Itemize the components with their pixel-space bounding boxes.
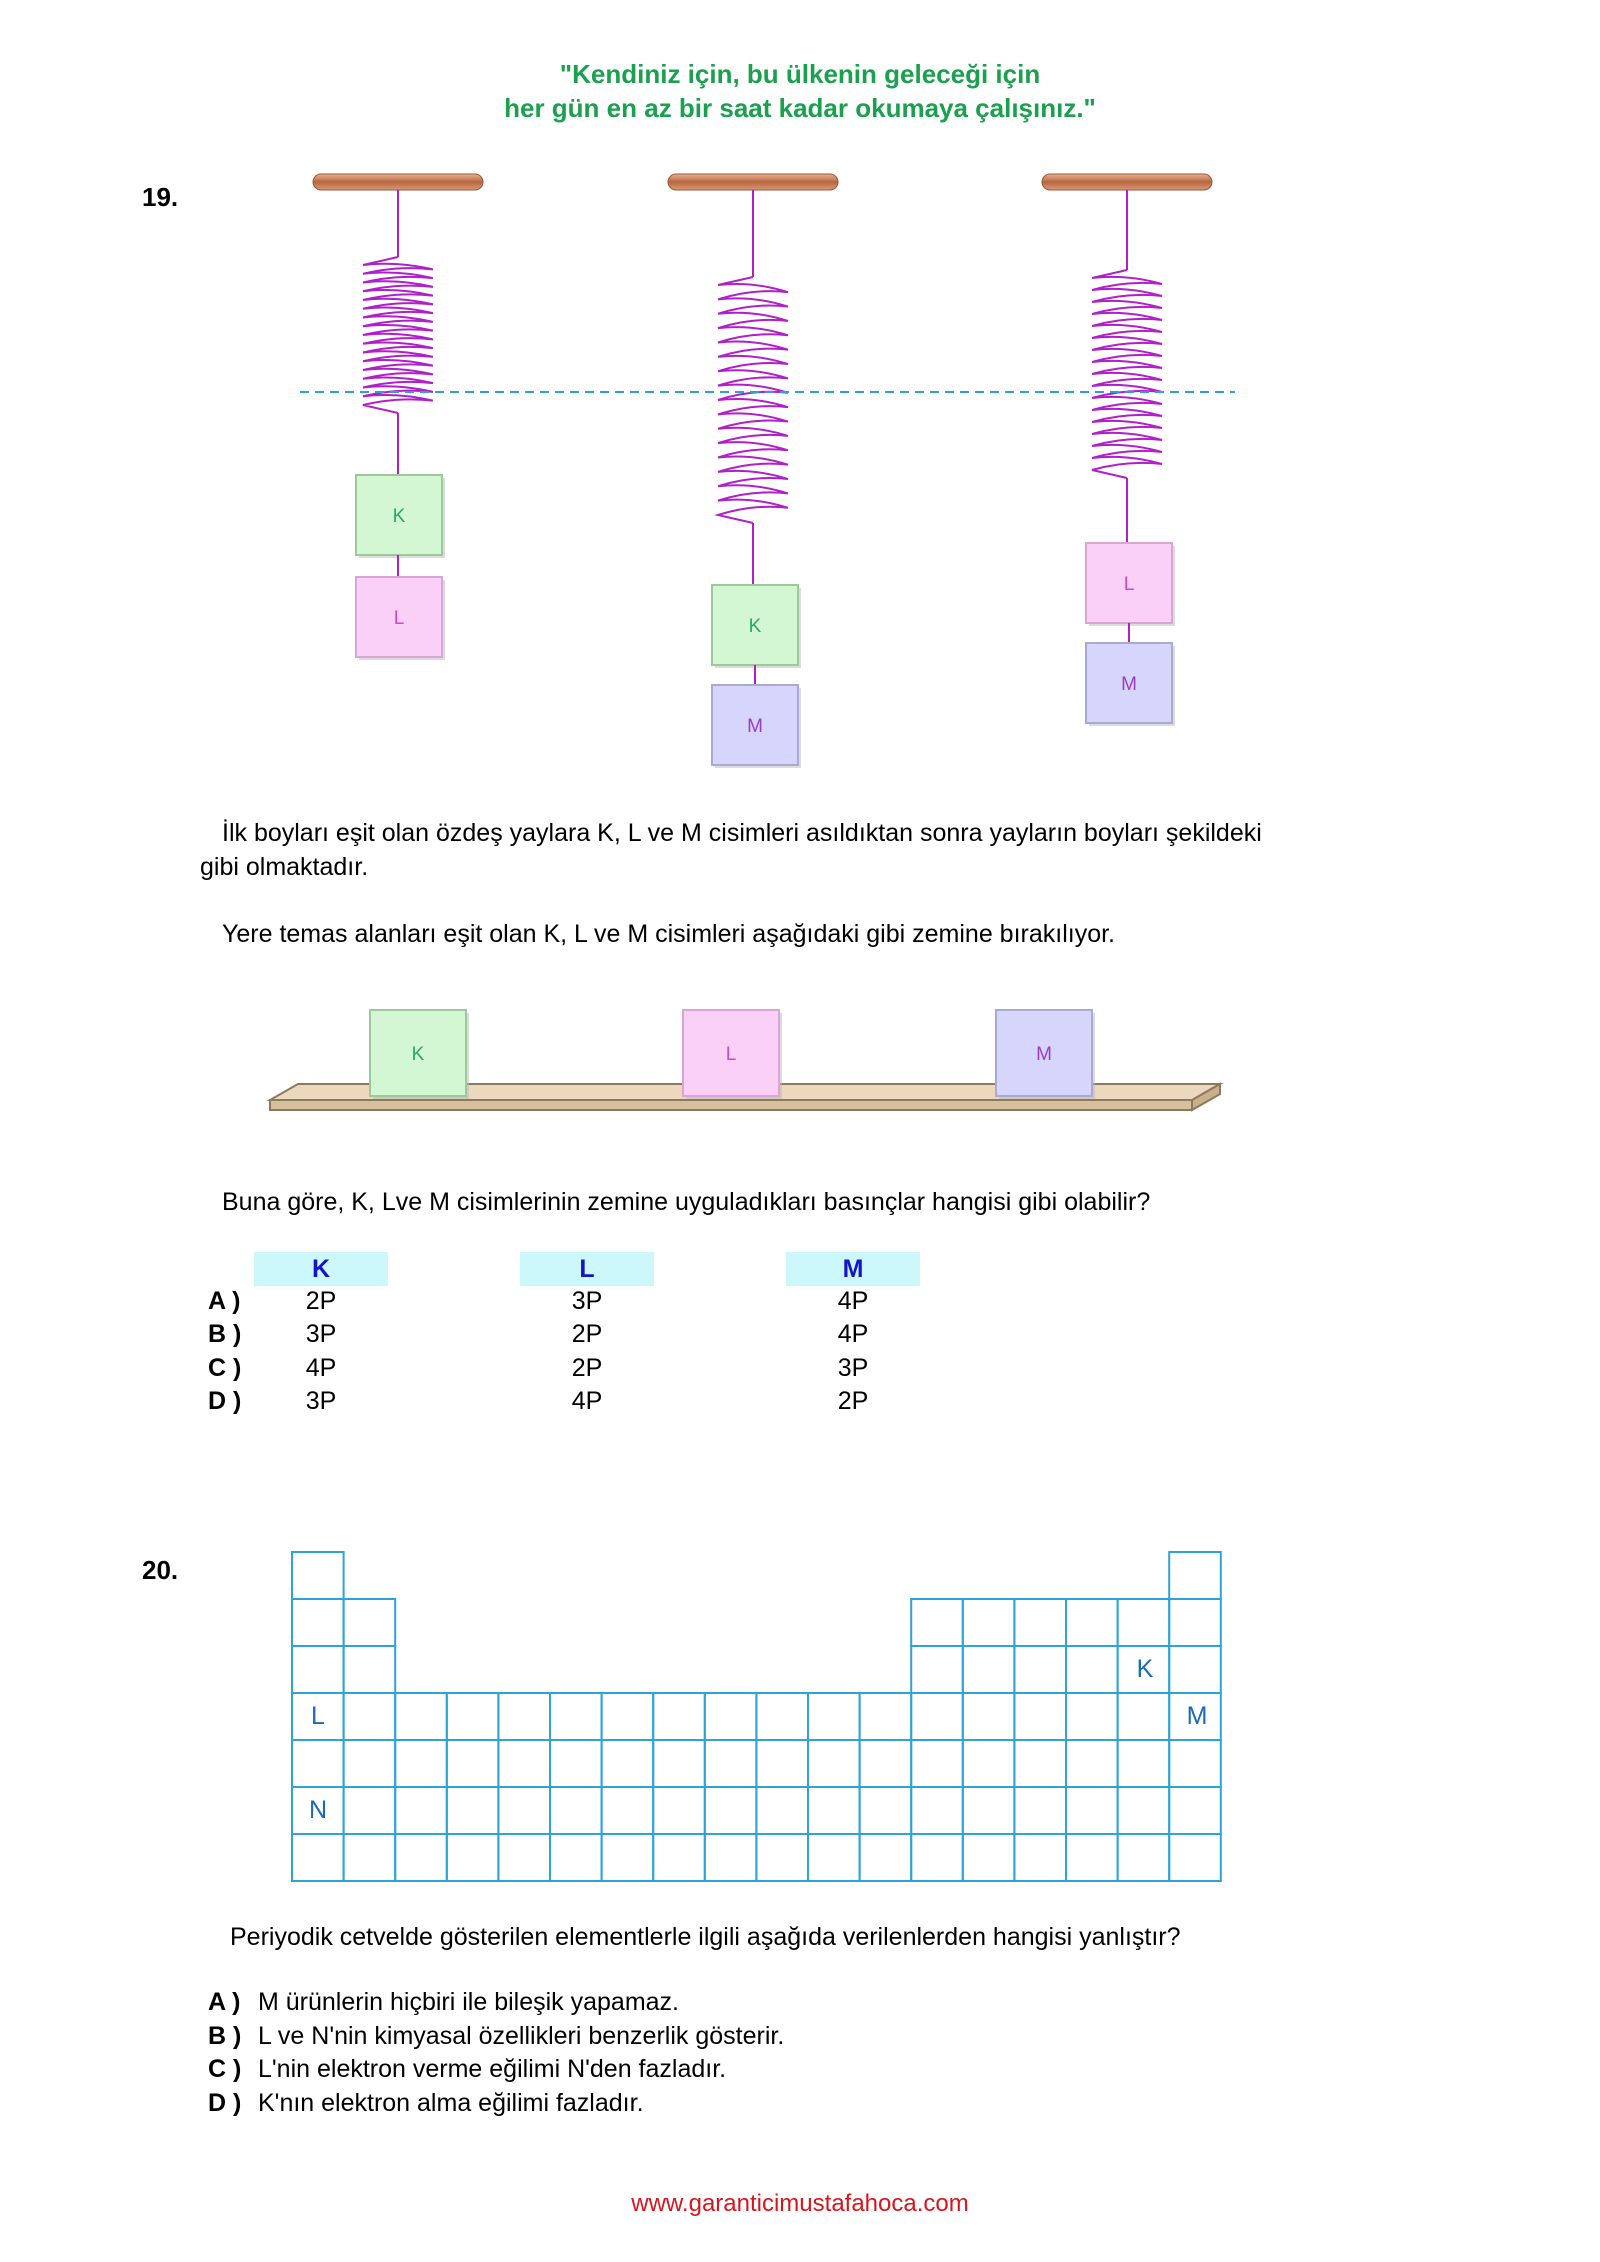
- spring-coil: [1092, 270, 1162, 478]
- table-cell: [1118, 1693, 1170, 1740]
- table-cell: [1066, 1693, 1118, 1740]
- table-cell: [550, 1740, 602, 1787]
- block-label-m: M: [1121, 674, 1137, 695]
- table-cell: [1014, 1693, 1066, 1740]
- option-value-m: 4P: [837, 1320, 869, 1348]
- table-cell: [808, 1834, 860, 1881]
- block-label-k: K: [748, 616, 762, 637]
- table-cell: [447, 1693, 499, 1740]
- question-20-number: 20.: [142, 1555, 179, 1585]
- table-cell: [1118, 1599, 1170, 1646]
- table-cell: [705, 1834, 757, 1881]
- table-cell: [395, 1693, 447, 1740]
- table-cell: [344, 1787, 396, 1834]
- table-cell: [1169, 1834, 1221, 1881]
- table-cell: [344, 1693, 396, 1740]
- table-cell: [860, 1834, 912, 1881]
- table-cell: [292, 1552, 344, 1599]
- table-cell: [911, 1599, 963, 1646]
- option-text: K'nın elektron alma eğilimi fazladır.: [258, 2089, 644, 2117]
- block-label-l: L: [725, 1044, 737, 1065]
- option-text: L'nin elektron verme eğilimi N'den fazladır.: [258, 2055, 727, 2083]
- block-label-m: M: [1036, 1044, 1052, 1065]
- spring-2-block-k: [712, 585, 801, 668]
- spring-2: [668, 174, 838, 768]
- option-letter: D ): [208, 2089, 242, 2117]
- spring-2-block-m: [712, 685, 801, 768]
- table-cell: [550, 1834, 602, 1881]
- table-cell: [808, 1740, 860, 1787]
- table-cell: [653, 1834, 705, 1881]
- table-cell: [344, 1599, 396, 1646]
- table-header-m: M: [786, 1252, 920, 1286]
- table-cell: [1169, 1599, 1221, 1646]
- table-cell: [1014, 1787, 1066, 1834]
- table-cell: [911, 1646, 963, 1693]
- footer-url[interactable]: www.garanticimustafahoca.com: [631, 2190, 969, 2217]
- table-cell: [756, 1787, 808, 1834]
- table-cell: [344, 1740, 396, 1787]
- ceiling-bar: [668, 174, 838, 190]
- table-cell: [1169, 1552, 1221, 1599]
- table-cell: [395, 1834, 447, 1881]
- question-19-number: 19.: [142, 182, 179, 212]
- table-cell: [1014, 1599, 1066, 1646]
- element-k: K: [1136, 1655, 1154, 1683]
- block-label-k: K: [411, 1044, 425, 1065]
- table-cell: [1066, 1599, 1118, 1646]
- table-cell: [963, 1740, 1015, 1787]
- table-cell: [705, 1787, 757, 1834]
- table-cell: [292, 1599, 344, 1646]
- option-value-l: 2P: [571, 1354, 603, 1382]
- table-cell: [1118, 1740, 1170, 1787]
- spring-3-block-m: [1086, 643, 1175, 726]
- periodic-table: [0, 1540, 1600, 1910]
- spring-figure: [0, 0, 1600, 800]
- table-cell: [1014, 1646, 1066, 1693]
- table-cell: [756, 1740, 808, 1787]
- block-label-k: K: [392, 506, 406, 527]
- option-letter: A ): [208, 1287, 241, 1315]
- option-value-k: 3P: [305, 1320, 337, 1348]
- table-cell: [963, 1787, 1015, 1834]
- table-cell: [653, 1740, 705, 1787]
- spring-coil: [363, 257, 433, 413]
- table-cell: [1118, 1787, 1170, 1834]
- table-cell: [550, 1693, 602, 1740]
- option-value-l: 4P: [571, 1387, 603, 1415]
- table-cell: [1066, 1646, 1118, 1693]
- block-label-l: L: [393, 608, 405, 629]
- periodic-table-cells: [292, 1552, 1221, 1881]
- table-cell: [447, 1740, 499, 1787]
- table-cell: [395, 1740, 447, 1787]
- option-value-k: 4P: [305, 1354, 337, 1382]
- table-cell: [602, 1834, 654, 1881]
- option-letter: C ): [208, 1354, 242, 1382]
- ceiling-bar: [1042, 174, 1212, 190]
- table-cell: [602, 1787, 654, 1834]
- table-cell: [602, 1693, 654, 1740]
- option-letter: A ): [208, 1988, 241, 2016]
- table-cell: [911, 1787, 963, 1834]
- floor-figure: [0, 990, 1600, 1130]
- ceiling-bar: [313, 174, 483, 190]
- table-cell: [860, 1693, 912, 1740]
- motto-line-1: "Kendiniz için, bu ülkenin geleceği için: [559, 59, 1041, 89]
- table-cell: [705, 1693, 757, 1740]
- spring-3-block-l: [1086, 543, 1175, 626]
- table-cell: [1014, 1834, 1066, 1881]
- spring-1: [313, 174, 483, 660]
- table-cell: [1066, 1787, 1118, 1834]
- option-value-m: 3P: [837, 1354, 869, 1382]
- table-cell: [1169, 1740, 1221, 1787]
- q19-text-line-1: İlk boyları eşit olan özdeş yaylara K, L ve M cisimleri asıldıktan sonra yayların boyları şekildeki: [222, 819, 1262, 847]
- table-cell: [653, 1787, 705, 1834]
- table-header-k: K: [254, 1252, 388, 1286]
- table-cell: [292, 1740, 344, 1787]
- table-cell: [963, 1834, 1015, 1881]
- spring-3: [1042, 174, 1212, 726]
- table-cell: [756, 1693, 808, 1740]
- table-cell: [860, 1787, 912, 1834]
- block-label-m: M: [747, 716, 763, 737]
- table-cell: [705, 1740, 757, 1787]
- table-cell: [498, 1693, 550, 1740]
- option-value-k: 2P: [305, 1287, 337, 1315]
- table-cell: [653, 1693, 705, 1740]
- table-cell: [292, 1646, 344, 1693]
- motto-line-2: her gün en az bir saat kadar okumaya çalışınız.": [504, 93, 1096, 123]
- option-letter: D ): [208, 1387, 242, 1415]
- table-cell: [911, 1693, 963, 1740]
- q19-question: Buna göre, K, Lve M cisimlerinin zemine uyguladıkları basınçlar hangisi gibi olabilir?: [222, 1188, 1151, 1216]
- option-value-k: 3P: [305, 1387, 337, 1415]
- option-text: L ve N'nin kimyasal özellikleri benzerlik gösterir.: [258, 2022, 785, 2050]
- table-cell: [911, 1834, 963, 1881]
- block-label-l: L: [1123, 574, 1135, 595]
- table-cell: [447, 1787, 499, 1834]
- q19-text-line-2: gibi olmaktadır.: [200, 853, 369, 881]
- element-n: N: [308, 1796, 328, 1824]
- option-text: M ürünlerin hiçbiri ile bileşik yapamaz.: [258, 1988, 679, 2016]
- option-value-l: 3P: [571, 1287, 603, 1315]
- table-cell: [808, 1693, 860, 1740]
- table-cell: [1014, 1740, 1066, 1787]
- table-cell: [344, 1646, 396, 1693]
- option-value-m: 2P: [837, 1387, 869, 1415]
- table-cell: [1169, 1787, 1221, 1834]
- table-cell: [1118, 1834, 1170, 1881]
- option-letter: B ): [208, 2022, 242, 2050]
- spring-1-block-k: [356, 475, 445, 558]
- floor-block-l: [683, 1010, 782, 1099]
- table-cell: [1066, 1834, 1118, 1881]
- option-letter: C ): [208, 2055, 242, 2083]
- table-cell: [1066, 1740, 1118, 1787]
- option-letter: B ): [208, 1320, 242, 1348]
- q20-question: Periyodik cetvelde gösterilen elementlerle ilgili aşağıda verilenlerden hangisi yanlıştır?: [230, 1923, 1181, 1951]
- floor-block-k: [370, 1010, 469, 1099]
- floor-block-m: [996, 1010, 1095, 1099]
- table-cell: [911, 1740, 963, 1787]
- element-m: M: [1186, 1702, 1208, 1730]
- plank-front: [270, 1100, 1192, 1110]
- table-cell: [498, 1740, 550, 1787]
- table-cell: [292, 1834, 344, 1881]
- table-cell: [963, 1693, 1015, 1740]
- table-cell: [344, 1834, 396, 1881]
- spring-coil: [718, 277, 788, 523]
- table-cell: [447, 1834, 499, 1881]
- table-cell: [395, 1787, 447, 1834]
- table-cell: [808, 1787, 860, 1834]
- table-header-l: L: [520, 1252, 654, 1286]
- table-cell: [498, 1787, 550, 1834]
- table-cell: [963, 1599, 1015, 1646]
- springs-group: [313, 174, 1212, 768]
- table-cell: [498, 1834, 550, 1881]
- table-cell: [860, 1740, 912, 1787]
- option-value-m: 4P: [837, 1287, 869, 1315]
- q19-text-2: Yere temas alanları eşit olan K, L ve M cisimleri aşağıdaki gibi zemine bırakılıyor.: [222, 920, 1115, 948]
- table-cell: [602, 1740, 654, 1787]
- spring-1-block-l: [356, 577, 445, 660]
- table-cell: [756, 1834, 808, 1881]
- table-cell: [963, 1646, 1015, 1693]
- table-cell: [1169, 1646, 1221, 1693]
- element-l: L: [311, 1702, 325, 1730]
- table-cell: [550, 1787, 602, 1834]
- option-value-l: 2P: [571, 1320, 603, 1348]
